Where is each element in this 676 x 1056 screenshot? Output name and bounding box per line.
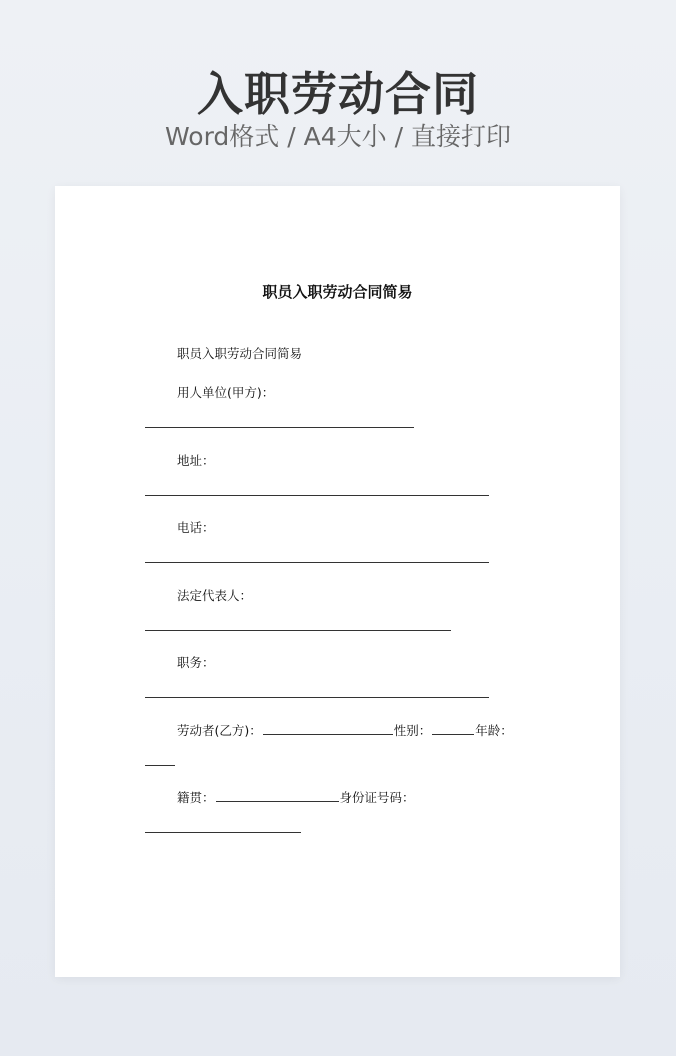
worker-line: [177, 722, 513, 740]
native-label: 籍贯：: [177, 790, 215, 805]
legal-rep-label: 法定代表人：: [177, 588, 253, 603]
banner: [0, 0, 676, 186]
worker-label: 劳动者(乙方)：: [177, 723, 262, 738]
worker-name-blank: [263, 722, 393, 735]
gender-blank: [432, 722, 474, 735]
banner-subtitle: Word格式 / A4大小 / 直接打印: [165, 122, 511, 151]
document-title: 职员入职劳动合同简易: [262, 283, 413, 301]
phone-label: 电话：: [177, 520, 215, 535]
address-blank: [145, 495, 489, 496]
position-label: 职务：: [177, 655, 215, 670]
phone-blank: [145, 562, 489, 563]
gender-label: 性别：: [393, 723, 432, 738]
position-blank: [145, 697, 489, 698]
address-label: 地址：: [177, 453, 215, 468]
document-page: [55, 186, 620, 977]
age-blank: [145, 765, 175, 766]
legal-rep-blank: [145, 630, 451, 631]
banner-title: 入职劳动合同: [197, 67, 479, 121]
id-number-blank: [145, 832, 301, 833]
native-line: [177, 789, 415, 807]
intro-text: 职员入职劳动合同简易: [177, 346, 303, 361]
native-blank: [216, 789, 339, 802]
id-label: 身份证号码：: [339, 790, 415, 805]
employer-label: 用人单位(甲方)：: [177, 385, 275, 400]
age-label: 年龄：: [475, 723, 513, 738]
employer-blank: [145, 427, 414, 428]
